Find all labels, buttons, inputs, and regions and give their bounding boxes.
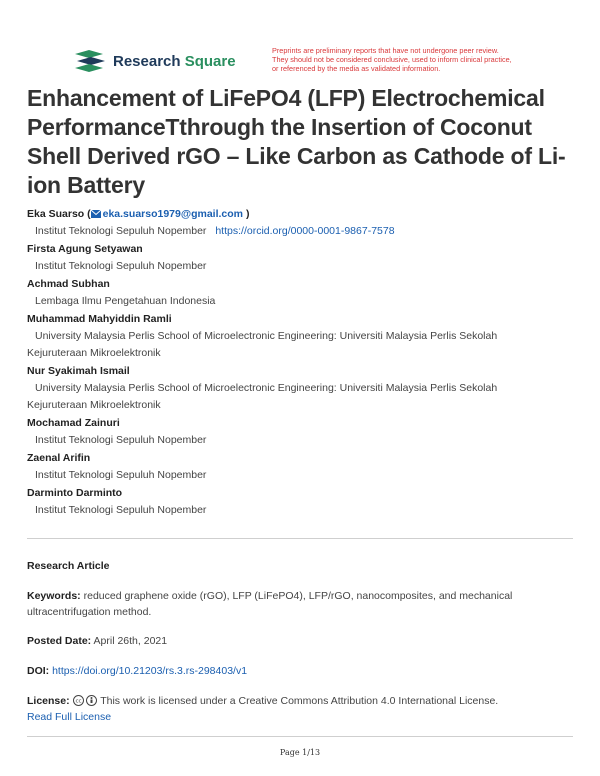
doi: DOI: https://doi.org/10.21203/rs.3.rs-298403/v1 (27, 665, 248, 677)
author-entry (27, 311, 577, 362)
author-name: Darminto Darminto (27, 487, 123, 499)
author-affiliation: Institut Teknologi Sepuluh Nopember (35, 260, 207, 272)
author-affiliation: University Malaysia Perlis School of Microelectronic Engineering: Universiti Malaysia Perlis Sekolah Kejuruteraan Mikroelektronik (27, 330, 498, 359)
author-affiliation: Institut Teknologi Sepuluh Nopember (35, 434, 207, 446)
author-affiliation: Institut Teknologi Sepuluh Nopember (35, 225, 207, 237)
author-affiliation: Lembaga Ilmu Pengetahuan Indonesia (35, 295, 216, 307)
doi-link[interactable]: https://doi.org/10.21203/rs.3.rs-298403/v1 (52, 665, 248, 677)
site-header (75, 46, 236, 76)
research-square-logo-icon (75, 50, 105, 72)
paper-title: Enhancement of LiFePO4 (LFP) Electrochemical PerformanceTthrough the Insertion of Coconut Shell Derived rGO – Like Carbon as Cathode of Li-ion Battery (27, 85, 566, 198)
disclaimer-line: Preprints are preliminary reports that have not undergone peer review. (272, 46, 499, 55)
disclaimer-line: or referenced by the media as validated information. (272, 64, 441, 73)
author-affiliation: Institut Teknologi Sepuluh Nopember (35, 469, 207, 481)
author-name: Firsta Agung Setyawan (27, 243, 143, 255)
author-affiliation: Institut Teknologi Sepuluh Nopember (35, 504, 207, 516)
author-name: Mochamad Zainuri (27, 417, 120, 429)
author-affiliation: University Malaysia Perlis School of Microelectronic Engineering: Universiti Malaysia Perlis Sekolah Kejuruteraan Mikroelektronik (27, 382, 498, 411)
preprint-disclaimer (272, 46, 542, 73)
creative-commons-icon (73, 695, 84, 706)
orcid-link[interactable]: https://orcid.org/0000-0001-9867-7578 (215, 225, 395, 237)
author-entry: Eka Suarso ( eka.suarso1979@gmail.com ) Institut Teknologi Sepuluh Nopember https://orcid.org/0000-0001-9867-7578 (27, 208, 395, 237)
page-number: Page 1/13 (279, 748, 321, 757)
keywords: Keywords: reduced graphene oxide (rGO), LFP (LiFePO4), LFP/rGO, nanocomposites, and mechanical ultracentrifugation method. (27, 590, 513, 618)
email-icon (91, 210, 101, 218)
author-entry (27, 363, 577, 414)
author-name: Zaenal Arifin (27, 452, 91, 464)
disclaimer-line: They should not be considered conclusive, used to inform clinical practice, (272, 55, 512, 64)
section-divider (27, 538, 573, 539)
author-list (27, 206, 577, 520)
author-entry (27, 276, 577, 310)
svg-text:cc: cc (75, 698, 82, 705)
author-entry (27, 415, 577, 449)
author-entry (27, 485, 577, 519)
author-name: Nur Syakimah Ismail (27, 365, 130, 377)
brand-name[interactable]: Research Square (113, 52, 236, 70)
read-full-license-link[interactable]: Read Full License (27, 711, 112, 723)
author-email-link[interactable]: eka.suarso1979@gmail.com (102, 208, 244, 220)
license: License: cc This work is licensed under a Creative Commons Attribution 4.0 International License. Read Full License (27, 695, 499, 723)
author-name: Muhammad Mahyiddin Ramli (27, 313, 172, 325)
author-name: Eka Suarso (27, 208, 85, 220)
posted-date: Posted Date: April 26th, 2021 (27, 635, 168, 647)
footer-divider (27, 736, 573, 737)
author-entry (27, 450, 577, 484)
article-type: Research Article (27, 560, 110, 572)
attribution-icon (86, 695, 97, 706)
author-name: Achmad Subhan (27, 278, 110, 290)
author-entry (27, 241, 577, 275)
